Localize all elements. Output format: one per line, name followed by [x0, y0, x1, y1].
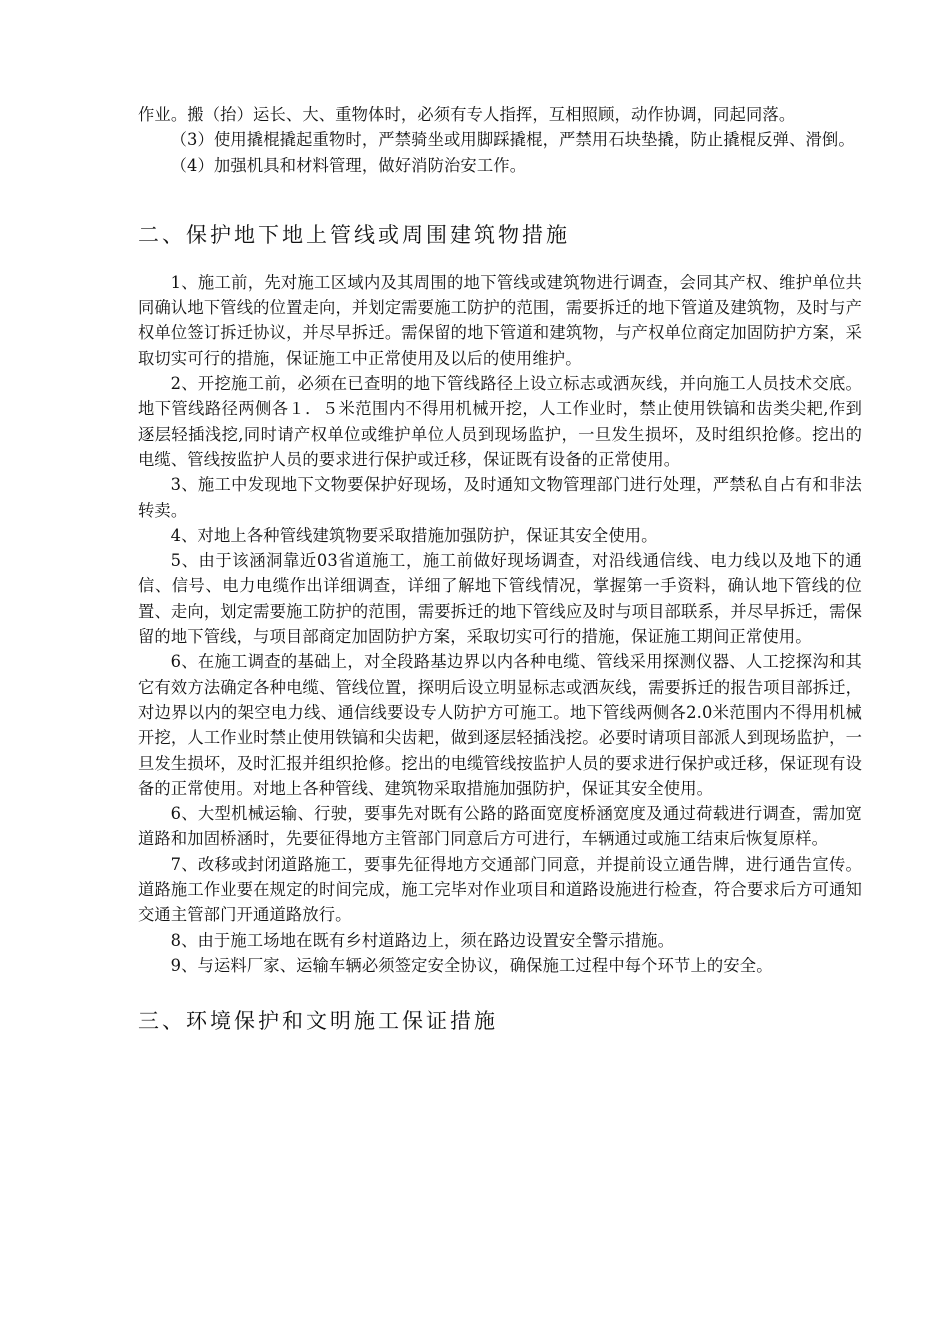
- section2-paragraph-3: 3、施工中发现地下文物要保护好现场，及时通知文物管理部门进行处理，严禁私自占有和非法转卖。: [138, 475, 862, 520]
- paragraph-item-3: （3）使用撬棍撬起重物时，严禁骑坐或用脚踩撬棍，严禁用石块垫撬，防止撬棍反弹、滑倒。: [170, 130, 855, 150]
- paragraph-item-4: （4）加强机具和材料管理，做好消防治安工作。: [170, 155, 527, 175]
- section2-paragraph-1: 1、施工前，先对施工区域内及其周围的地下管线或建筑物进行调查，会同其产权、维护单位共同确认地下管线的位置走向，并划定需要施工防护的范围，需要拆迁的地下管道及建筑物，及时与产权单位签订拆迁协议，并尽早拆迁。需保留的地下管道和建筑物，与产权单位商定加固防护方案，采取切实可行的措施，保证施工中正常使用及以后的使用维护。: [138, 272, 862, 368]
- section2-paragraph-6b: 6、大型机械运输、行驶，要事先对既有公路的路面宽度桥涵宽度及通过荷载进行调查，需加宽道路和加固桥涵时，先要征得地方主管部门同意后方可进行，车辆通过或施工结束后恢复原样。: [138, 804, 862, 849]
- section2-paragraph-2: 2、开挖施工前，必须在已查明的地下管线路径上设立标志或洒灰线，并向施工人员技术交底。地下管线路径两侧各１．５米范围内不得用机械开挖，人工作业时，禁止使用铁镐和齿类尖耙,作到逐层轻插浅挖,同时请产权单位或维护单位人员到现场监护，一旦发生损坏，及时组织抢修。挖出的电缆、管线按监护人员的要求进行保护或迁移，保证既有设备的正常使用。: [138, 374, 862, 469]
- section-heading-2: 二、保护地下地上管线或周围建筑物措施: [138, 222, 570, 247]
- section2-paragraph-4: 4、对地上各种管线建筑物要采取措施加强防护，保证其安全使用。: [170, 525, 658, 545]
- section2-paragraph-9: 9、与运料厂家、运输车辆必须签定安全协议，确保施工过程中每个环节上的安全。: [170, 955, 773, 975]
- section2-paragraph-7: 7、改移或封闭道路施工，要事先征得地方交通部门同意，并提前设立通告牌，进行通告宣传。道路施工作业要在规定的时间完成，施工完毕对作业项目和道路设施进行检查，符合要求后方可通知交通主管部门开通道路放行。: [138, 854, 862, 925]
- document-page: [138, 102, 862, 1036]
- section-heading-3: 三、环境保护和文明施工保证措施: [138, 1009, 498, 1034]
- section2-paragraph-5: 5、由于该涵洞靠近03省道施工，施工前做好现场调查，对沿线通信线、电力线以及地下的通信、信号、电力电缆作出详细调查，详细了解地下管线情况，掌握第一手资料，确认地下管线的位置、走向，划定需要施工防护的范围，需要拆迁的地下管线应及时与项目部联系，并尽早拆迁，需保留的地下管线，与项目部商定加固防护方案，采取切实可行的措施，保证施工期间正常使用。: [138, 551, 862, 647]
- section2-paragraph-6: 6、在施工调查的基础上，对全段路基边界以内各种电缆、管线采用探测仪器、人工挖探沟和其它有效方法确定各种电缆、管线位置，探明后设立明显标志或洒灰线，需要拆迁的报告项目部拆迁，对边界以内的架空电力线、通信线要设专人防护方可施工。地下管线两侧各2.0米范围内不得用机械开挖，人工作业时禁止使用铁镐和尖齿耙，做到逐层轻插浅挖。必要时请项目部派人到现场监护，一旦发生损坏，及时汇报并组织抢修。挖出的电缆管线按监护人员的要求进行保护或迁移，保证现有设备的正常使用。对地上各种管线、建筑物采取措施加强防护，保证其安全使用。: [138, 652, 862, 798]
- section2-paragraph-8: 8、由于施工场地在既有乡村道路边上，须在路边设置安全警示措施。: [170, 930, 675, 950]
- paragraph-continued: 作业。搬（抬）运长、大、重物体时，必须有专人指挥，互相照顾，动作协调，同起同落。: [138, 105, 796, 124]
